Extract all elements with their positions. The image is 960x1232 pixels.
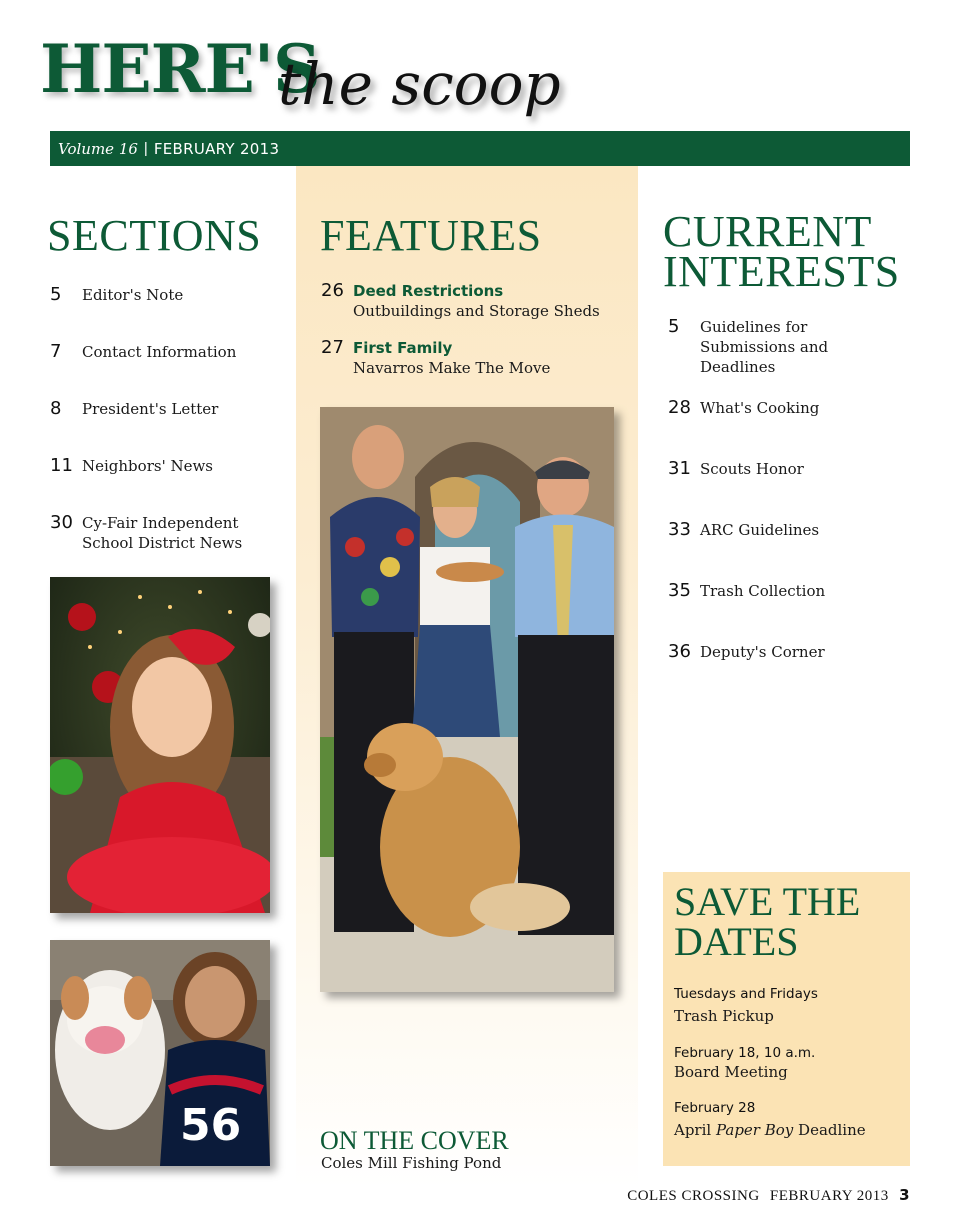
feature-title: Deed Restrictions [353, 282, 504, 300]
event-what-prefix: April [674, 1121, 716, 1139]
sections-heading: SECTIONS [47, 211, 262, 260]
cover-caption: Coles Mill Fishing Pond [321, 1154, 502, 1172]
features-heading: FEATURES [320, 211, 542, 260]
item-title: Cy-Fair Independent School District News [82, 514, 243, 552]
svg-text:56: 56 [180, 1100, 242, 1151]
event-what: Board Meeting [674, 1063, 788, 1081]
save-the-dates-event [674, 986, 904, 1025]
current-interests-heading [663, 207, 900, 296]
item-title: Scouts Honor [700, 460, 804, 478]
footer-page-number: 3 [899, 1186, 910, 1204]
footer-publication: COLES CROSSING [627, 1188, 760, 1204]
masthead-title: HERE'S [40, 30, 320, 108]
page-number: 5 [668, 316, 680, 337]
issue-date: FEBRUARY 2013 [153, 139, 280, 158]
event-when: Tuesdays and Fridays [674, 986, 818, 1002]
event-what [674, 1121, 904, 1139]
page-number: 30 [50, 512, 73, 533]
page-number: 11 [50, 455, 73, 476]
features-item-body [353, 338, 550, 378]
sections-list [50, 285, 295, 563]
masthead-script-title: the scoop [278, 50, 561, 118]
features-list [321, 281, 631, 395]
save-the-dates-heading-line2: DATES [674, 919, 799, 964]
current-interests-item[interactable] [668, 642, 908, 682]
save-the-dates-heading [674, 879, 861, 964]
item-title: What's Cooking [700, 399, 820, 417]
sections-item[interactable] [50, 513, 295, 563]
page-number: 35 [668, 580, 691, 601]
item-title: Deputy's Corner [700, 643, 825, 661]
page-number: 36 [668, 641, 691, 662]
item-title: ARC Guidelines [700, 521, 820, 539]
volume-bar [50, 131, 910, 166]
page-number: 26 [321, 280, 344, 301]
features-item[interactable] [321, 338, 631, 395]
item-title: Neighbors' News [82, 457, 213, 475]
photo-girl-christmas-image [50, 577, 270, 913]
photo-family-with-dog-image [320, 407, 614, 992]
current-interests-item[interactable] [668, 398, 908, 459]
sections-item[interactable] [50, 342, 295, 399]
save-the-dates-heading-line1: SAVE THE [674, 879, 861, 924]
sections-item[interactable] [50, 399, 295, 456]
current-interests-item[interactable] [668, 520, 908, 581]
sections-item[interactable] [50, 456, 295, 513]
event-what-italic: Paper Boy [715, 1121, 794, 1139]
footer-issue: FEBRUARY 2013 [769, 1188, 889, 1204]
page-number: 31 [668, 458, 691, 479]
page-number: 5 [50, 284, 62, 305]
item-title: Editor's Note [82, 286, 184, 304]
page-number: 33 [668, 519, 691, 540]
event-when: February 28 [674, 1100, 756, 1116]
current-interests-heading-line2: INTERESTS [663, 247, 900, 296]
page-number: 7 [50, 341, 62, 362]
cover-heading: ON THE COVER [320, 1126, 509, 1155]
current-interests-heading-line1: CURRENT [663, 207, 872, 256]
features-item[interactable] [321, 281, 631, 338]
current-interests-item[interactable] [668, 317, 908, 398]
save-the-dates-event [674, 1045, 904, 1081]
feature-subtitle: Outbuildings and Storage Sheds [353, 302, 600, 320]
page-number: 28 [668, 397, 691, 418]
photo-girl-with-dog [50, 940, 270, 1166]
photo-girl-with-dog-image [50, 940, 270, 1166]
feature-title: First Family [353, 339, 453, 357]
save-the-dates-box [663, 872, 910, 1166]
current-interests-item[interactable] [668, 581, 908, 642]
event-what-suffix: Deadline [793, 1121, 866, 1139]
feature-subtitle: Navarros Make The Move [353, 359, 551, 377]
page-footer [627, 1186, 910, 1205]
event-when: February 18, 10 a.m. [674, 1045, 816, 1061]
event-what: Trash Pickup [674, 1007, 774, 1025]
volume-separator: | [143, 140, 148, 157]
sections-item[interactable] [50, 285, 295, 342]
item-title: Trash Collection [700, 582, 826, 600]
page-number: 8 [50, 398, 62, 419]
features-item-body [353, 281, 600, 321]
volume-label: Volume 16 [58, 139, 138, 158]
item-title: President's Letter [82, 400, 219, 418]
current-interests-item[interactable] [668, 459, 908, 520]
photo-family-with-dog [320, 407, 614, 992]
photo-girl-christmas [50, 577, 270, 913]
page-number: 27 [321, 337, 344, 358]
current-interests-list [668, 317, 908, 682]
item-title: Contact Information [82, 343, 237, 361]
save-the-dates-event [674, 1100, 904, 1139]
item-title: Guidelines for Submissions and Deadlines [700, 318, 829, 376]
